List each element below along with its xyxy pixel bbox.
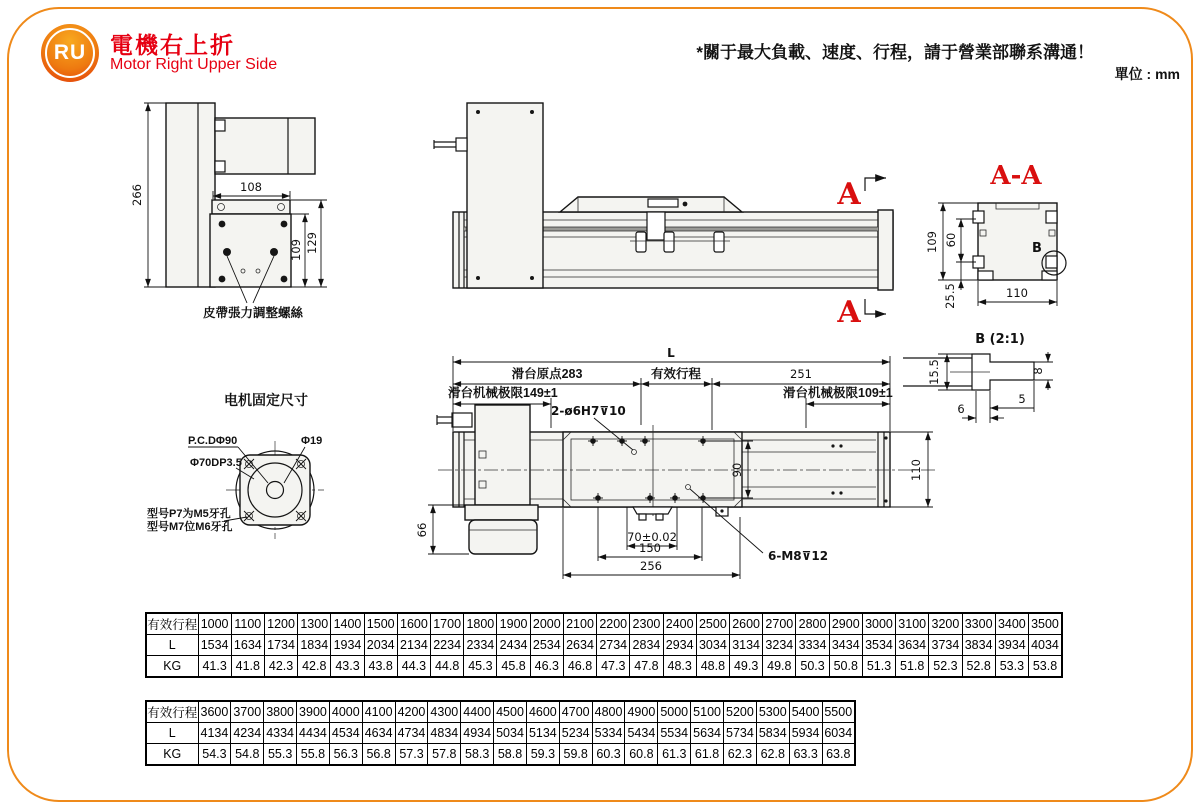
length-cell: 1534 [198, 635, 231, 656]
length-cell: 4234 [231, 723, 264, 744]
weight-cell: 48.8 [696, 656, 729, 678]
weight-cell: 61.8 [691, 744, 724, 766]
stroke-header-cell: 2100 [563, 613, 596, 635]
stroke-header-cell: 3400 [995, 613, 1028, 635]
stroke-header-cell: 5400 [789, 701, 822, 723]
tap-note-line1: 型号P7为M5牙孔 [147, 508, 231, 520]
table-row [146, 656, 1062, 678]
length-cell: 2934 [663, 635, 696, 656]
table-row [146, 723, 855, 744]
stroke-header-cell: 2800 [796, 613, 829, 635]
stroke-header-cell: 1300 [298, 613, 331, 635]
stroke-header-cell: 3500 [1028, 613, 1062, 635]
section-aa-title: A-A [990, 161, 1042, 191]
length-cell: 2534 [530, 635, 563, 656]
stroke-header-cell: 1800 [464, 613, 497, 635]
shaft-dia-label: Φ19 [301, 435, 323, 447]
stroke-header-cell: 4700 [559, 701, 592, 723]
length-cell: 4734 [395, 723, 428, 744]
table-row [146, 635, 1062, 656]
dim-108: 108 [240, 180, 262, 194]
b-dim-5: 5 [1018, 392, 1026, 406]
dim-256: 256 [640, 559, 662, 573]
table-row [146, 613, 1062, 635]
dim-effective-stroke: 有效行程 [650, 367, 702, 381]
weight-cell: 41.3 [198, 656, 231, 678]
weight-cell: 51.3 [862, 656, 895, 678]
length-cell: 2834 [630, 635, 663, 656]
length-cell: 3434 [829, 635, 862, 656]
stroke-header-cell: 2500 [696, 613, 729, 635]
length-cell: 3734 [929, 635, 962, 656]
stroke-header-cell: 5500 [822, 701, 855, 723]
page-title-zh: 電機右上折 [110, 32, 235, 58]
stroke-header-cell: 5300 [756, 701, 789, 723]
stroke-header-cell: 1500 [364, 613, 397, 635]
length-cell: 3934 [995, 635, 1028, 656]
weight-cell: 62.3 [724, 744, 757, 766]
weight-cell: 63.8 [822, 744, 855, 766]
length-cell: 3334 [796, 635, 829, 656]
belt-tension-label: 皮帶張力調整螺絲 [202, 306, 304, 320]
row-label-cell: KG [146, 656, 198, 678]
detail-b-callout: B [1032, 241, 1042, 256]
length-cell: 4634 [362, 723, 395, 744]
section-aa-drawing [925, 161, 1066, 309]
weight-cell: 48.3 [663, 656, 696, 678]
weight-cell: 58.3 [461, 744, 494, 766]
stroke-header-cell: 1400 [331, 613, 364, 635]
stroke-header-cell: 2000 [530, 613, 563, 635]
length-cell: 3234 [763, 635, 796, 656]
stroke-header-cell: 4600 [526, 701, 559, 723]
length-cell: 3834 [962, 635, 995, 656]
length-cell: 3134 [730, 635, 763, 656]
stroke-header-cell: 2400 [663, 613, 696, 635]
motor-mount-title: 电机固定尺寸 [224, 392, 308, 408]
badge-text: RU [53, 41, 87, 64]
length-cell: 4134 [198, 723, 231, 744]
weight-cell: 52.8 [962, 656, 995, 678]
weight-cell: 45.8 [497, 656, 530, 678]
b-dim-8: 8 [1031, 367, 1045, 375]
length-cell: 5434 [625, 723, 658, 744]
pilot-dia-label: Φ70DP3.5 [190, 457, 242, 469]
length-cell: 5534 [658, 723, 691, 744]
weight-cell: 43.8 [364, 656, 397, 678]
motor-mount-drawing [147, 392, 324, 539]
length-cell: 4034 [1028, 635, 1062, 656]
table-row [146, 701, 855, 723]
weight-cell: 44.8 [431, 656, 464, 678]
stroke-header-cell: 5000 [658, 701, 691, 723]
weight-cell: 55.8 [297, 744, 330, 766]
stroke-header-cell: 3300 [962, 613, 995, 635]
unit-label: 單位 : mm [1114, 66, 1180, 82]
weight-cell: 45.3 [464, 656, 497, 678]
length-cell: 4534 [329, 723, 362, 744]
aa-dim-25-5: 25.5 [943, 283, 957, 309]
weight-cell: 59.3 [526, 744, 559, 766]
stroke-header-cell: 3100 [896, 613, 929, 635]
weight-cell: 55.3 [264, 744, 297, 766]
stroke-header-cell: 4800 [592, 701, 625, 723]
top-view-drawing [415, 346, 938, 579]
aa-dim-109: 109 [925, 231, 939, 253]
dim-150: 150 [639, 541, 661, 555]
limit-left-label: 滑台机械极限149±1 [448, 386, 558, 400]
stroke-header-cell: 1000 [198, 613, 231, 635]
dim-90: 90 [730, 462, 744, 478]
stroke-header-cell: 2300 [630, 613, 663, 635]
stroke-header-cell: 3000 [862, 613, 895, 635]
row-label-cell: L [146, 635, 198, 656]
limit-right-label: 滑台机械极限109±1 [783, 386, 893, 400]
stroke-header-cell: 3900 [297, 701, 330, 723]
length-cell: 5334 [592, 723, 625, 744]
length-cell: 3534 [862, 635, 895, 656]
length-cell: 5834 [756, 723, 789, 744]
section-marker-a-bottom: A [837, 295, 861, 330]
stroke-header-cell: 4100 [362, 701, 395, 723]
row-label-cell: L [146, 723, 198, 744]
dowel-hole-callout: 2-ø6H7⊽10 [551, 404, 626, 418]
weight-cell: 60.8 [625, 744, 658, 766]
dim-251: 251 [790, 367, 812, 381]
aa-dim-110: 110 [1006, 286, 1028, 300]
length-cell: 5234 [559, 723, 592, 744]
page-title-en: Motor Right Upper Side [110, 56, 278, 73]
stroke-header-cell: 2900 [829, 613, 862, 635]
weight-cell: 42.8 [298, 656, 331, 678]
length-cell: 4434 [297, 723, 330, 744]
length-cell: 4334 [264, 723, 297, 744]
weight-cell: 47.8 [630, 656, 663, 678]
length-cell: 3634 [896, 635, 929, 656]
weight-cell: 43.3 [331, 656, 364, 678]
pcd-label: P.C.DΦ90 [188, 435, 238, 447]
length-cell: 3034 [696, 635, 729, 656]
length-cell: 2634 [563, 635, 596, 656]
weight-cell: 54.8 [231, 744, 264, 766]
weight-cell: 62.8 [756, 744, 789, 766]
dim-110-right: 110 [909, 459, 923, 481]
length-cell: 5134 [526, 723, 559, 744]
motor-top-view-drawing [130, 103, 327, 320]
weight-cell: 44.3 [397, 656, 430, 678]
stroke-header-cell: 5200 [724, 701, 757, 723]
stroke-header-cell: 3700 [231, 701, 264, 723]
stroke-header-cell: 1900 [497, 613, 530, 635]
length-cell: 5734 [724, 723, 757, 744]
stroke-header-cell: 4000 [329, 701, 362, 723]
stroke-header-cell: 3200 [929, 613, 962, 635]
length-cell: 1834 [298, 635, 331, 656]
dim-origin-283: 滑台原点283 [511, 367, 583, 381]
detail-b-title: B (2:1) [975, 332, 1025, 347]
weight-cell: 63.3 [789, 744, 822, 766]
stroke-table-2 [145, 700, 856, 766]
stroke-header-cell: 3600 [198, 701, 231, 723]
length-cell: 5034 [494, 723, 527, 744]
stroke-header-cell: 5100 [691, 701, 724, 723]
stroke-header-cell: 2200 [597, 613, 630, 635]
row-label-cell: 有效行程 [146, 613, 198, 635]
stroke-header-cell: 4200 [395, 701, 428, 723]
stroke-table-1 [145, 612, 1063, 678]
length-cell: 4834 [428, 723, 461, 744]
weight-cell: 57.8 [428, 744, 461, 766]
weight-cell: 52.3 [929, 656, 962, 678]
stroke-header-cell: 1200 [264, 613, 297, 635]
stroke-header-cell: 1100 [231, 613, 264, 635]
weight-cell: 46.8 [563, 656, 596, 678]
weight-cell: 47.3 [597, 656, 630, 678]
length-cell: 5634 [691, 723, 724, 744]
length-cell: 2734 [597, 635, 630, 656]
stroke-header-cell: 3800 [264, 701, 297, 723]
stroke-header-cell: 1700 [431, 613, 464, 635]
tap-note-line2: 型号M7位M6牙孔 [147, 521, 233, 533]
length-cell: 2134 [397, 635, 430, 656]
length-cell: 2234 [431, 635, 464, 656]
length-cell: 2334 [464, 635, 497, 656]
weight-cell: 60.3 [592, 744, 625, 766]
side-view-drawing [434, 103, 893, 330]
row-label-cell: KG [146, 744, 198, 766]
stroke-header-cell: 2600 [730, 613, 763, 635]
tap-hole-callout: 6-M8⊽12 [768, 549, 829, 563]
dim-L: L [667, 346, 675, 360]
aa-dim-60: 60 [944, 232, 958, 248]
weight-cell: 49.3 [730, 656, 763, 678]
dim-66: 66 [415, 522, 429, 538]
b-dim-15-5: 15.5 [927, 359, 941, 385]
length-cell: 1634 [231, 635, 264, 656]
weight-cell: 53.8 [1028, 656, 1062, 678]
weight-cell: 54.3 [198, 744, 231, 766]
stroke-header-cell: 1600 [397, 613, 430, 635]
section-marker-a-top: A [837, 177, 861, 212]
length-cell: 5934 [789, 723, 822, 744]
weight-cell: 41.8 [231, 656, 264, 678]
dim-70: 70±0.02 [627, 530, 677, 544]
weight-cell: 50.8 [829, 656, 862, 678]
stroke-header-cell: 4400 [461, 701, 494, 723]
weight-cell: 50.3 [796, 656, 829, 678]
dim-109: 109 [289, 239, 303, 261]
dim-266: 266 [130, 184, 144, 206]
max-load-note: *關于最大負載、速度、行程，請于營業部聯系溝通！ [696, 43, 1094, 62]
length-cell: 2434 [497, 635, 530, 656]
row-label-cell: 有效行程 [146, 701, 198, 723]
weight-cell: 58.8 [494, 744, 527, 766]
weight-cell: 61.3 [658, 744, 691, 766]
weight-cell: 56.8 [362, 744, 395, 766]
b-dim-6: 6 [957, 402, 965, 416]
dim-129: 129 [305, 232, 319, 254]
stroke-header-cell: 4300 [428, 701, 461, 723]
length-cell: 4934 [461, 723, 494, 744]
stroke-header-cell: 4500 [494, 701, 527, 723]
stroke-header-cell: 4900 [625, 701, 658, 723]
weight-cell: 42.3 [264, 656, 297, 678]
weight-cell: 51.8 [896, 656, 929, 678]
weight-cell: 46.3 [530, 656, 563, 678]
detail-b-drawing [903, 332, 1053, 423]
weight-cell: 56.3 [329, 744, 362, 766]
length-cell: 1934 [331, 635, 364, 656]
stroke-header-cell: 2700 [763, 613, 796, 635]
length-cell: 6034 [822, 723, 855, 744]
weight-cell: 57.3 [395, 744, 428, 766]
length-cell: 2034 [364, 635, 397, 656]
table-row [146, 744, 855, 766]
weight-cell: 59.8 [559, 744, 592, 766]
weight-cell: 49.8 [763, 656, 796, 678]
weight-cell: 53.3 [995, 656, 1028, 678]
length-cell: 1734 [264, 635, 297, 656]
